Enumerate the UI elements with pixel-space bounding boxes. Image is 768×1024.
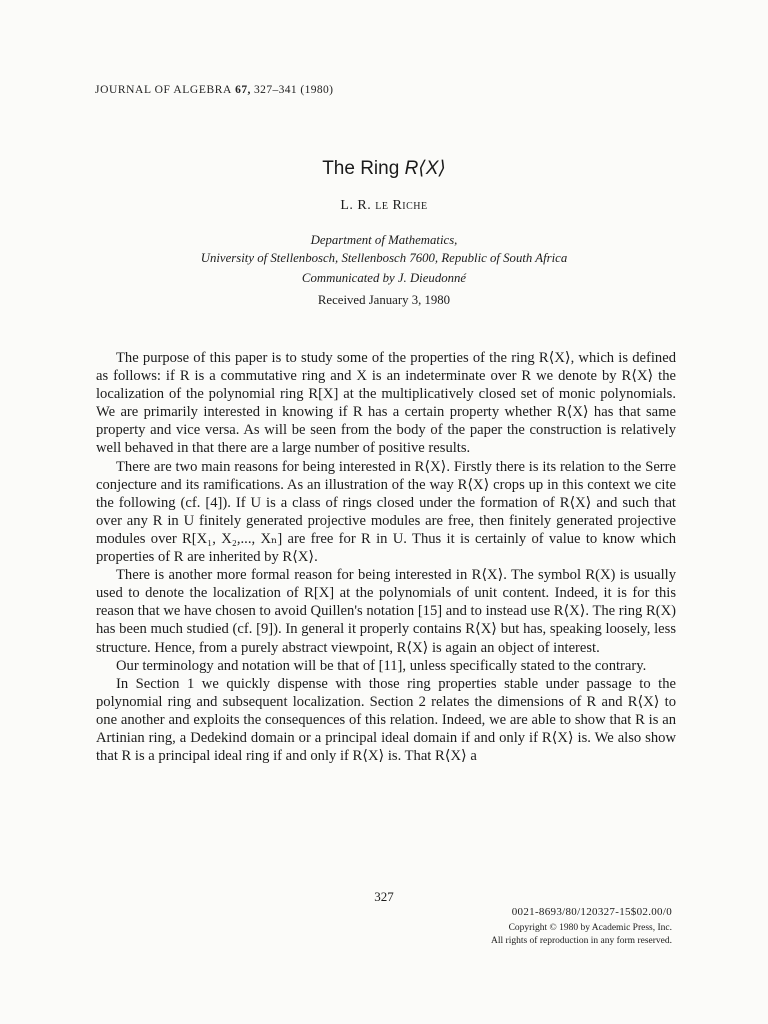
- journal-volume: 67,: [235, 84, 251, 96]
- paragraph: In Section 1 we quickly dispense with those ring properties stable under passage to the polynomial ring and subsequent localization. Section 2 relates the dimensions of R and R⟨X⟩ to one another and exploits the consequences of this relation. Indeed, we are able to show that R is an Artinian ring, a Dedekind domain or a principal ideal domain if and only if R⟨X⟩ is. We also show that R is a principal ideal ring if and only if R⟨X⟩ is. That R⟨X⟩ a: [96, 675, 676, 765]
- communicated-by: Communicated by J. Dieudonné: [301, 271, 467, 285]
- journal-pages-year: 327–341 (1980): [254, 84, 334, 96]
- copyright-notice: [491, 922, 672, 948]
- paragraph: There is another more formal reason for being interested in R⟨X⟩. The symbol R(X) is usually used to denote the localization of R[X] at the polynomials of unit content. Indeed, it is for this reason that we have chosen to avoid Quillen's notation [15] and to instead use R⟨X⟩. The ring R(X) has been much studied (cf. [9]). In general it properly contains R⟨X⟩ but has, speaking loosely, less structure. Hence, from a purely abstract viewpoint, R⟨X⟩ is again an object of interest.: [96, 567, 676, 656]
- paragraph: Our terminology and notation will be that of [11], unless specifically stated to the contrary.: [116, 657, 647, 674]
- journal-header: [95, 84, 333, 96]
- author-initials: L. R.: [340, 198, 376, 213]
- title-math: R⟨X⟩: [404, 158, 446, 179]
- affiliation-university: University of Stellenbosch, Stellenbosch 7600, Republic of South Africa: [200, 250, 568, 265]
- author: [0, 198, 768, 214]
- body-text: [96, 349, 676, 765]
- page-number: 327: [374, 889, 394, 904]
- journal-name: JOURNAL OF ALGEBRA: [95, 84, 232, 96]
- title-prefix: The Ring: [322, 158, 405, 179]
- paragraph: There are two main reasons for being interested in R⟨X⟩. Firstly there is its relation to the Serre conjecture and its ramifications. As an illustration of the way R⟨X⟩ crops up in this context we cite the following (cf. [4]). If U is a class of rings closed under the formation of R⟨X⟩ and such that over any R in U finitely generated projective modules are free, then finitely generated projective modules over R[X₁, X₂,..., Xₙ] are free for R in U. Thus it is certainly of value to know which properties of R are inherited by R⟨X⟩.: [96, 458, 676, 566]
- rights-line: All rights of reproduction in any form reserved.: [491, 936, 672, 946]
- affiliation: [0, 232, 768, 267]
- copyright-line: Copyright © 1980 by Academic Press, Inc.: [508, 923, 672, 933]
- received-date: Received January 3, 1980: [317, 293, 451, 307]
- paragraph: The purpose of this paper is to study some of the properties of the ring R⟨X⟩, which is defined as follows: if R is a commutative ring and X is an indeterminate over R we denote by R⟨X⟩ the localization of the polynomial ring R[X] at the multiplicatively closed set of monic polynomials. We are primarily interested in knowing if R has a certain property whether R⟨X⟩ has that same property and vice versa. As will be seen from the body of the paper the construction is relatively well behaved in that there are a large number of positive results.: [96, 350, 676, 457]
- article-code: 0021-8693/80/120327-15$02.00/0: [511, 906, 672, 918]
- paper-title: [0, 157, 768, 180]
- author-surname: le Riche: [375, 198, 428, 213]
- affiliation-department: Department of Mathematics,: [310, 233, 458, 247]
